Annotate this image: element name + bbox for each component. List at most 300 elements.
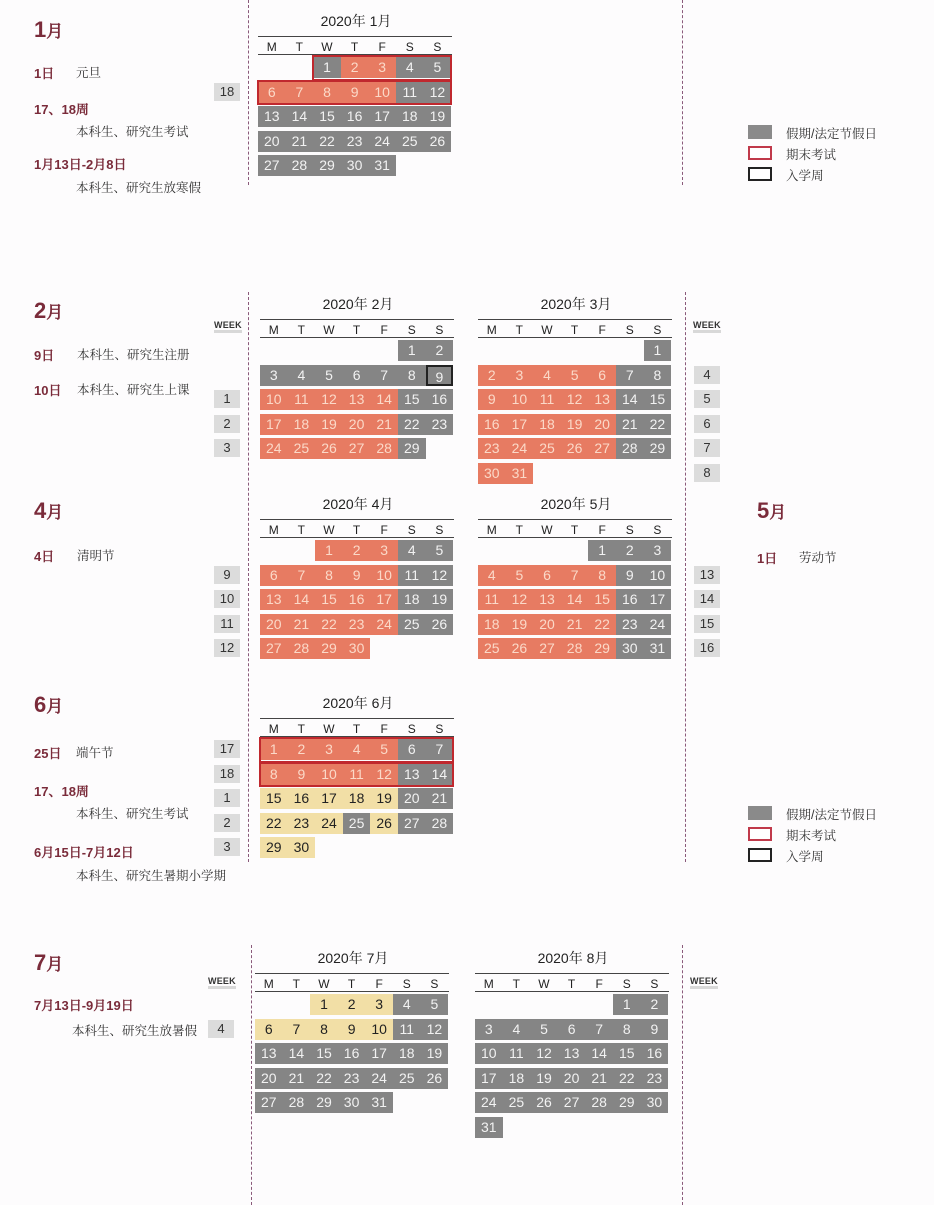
weekday-header: T <box>295 40 304 54</box>
weekday-header: S <box>435 523 444 537</box>
week-number-badge: 16 <box>694 639 720 657</box>
event-date: 9日 <box>34 348 55 363</box>
day-cell: 8 <box>310 1019 338 1040</box>
exam-week-outline <box>259 762 454 788</box>
day-cell: 23 <box>343 614 371 635</box>
event-date: 1月13日-2月8日 <box>34 157 127 172</box>
day-cell: 29 <box>260 837 288 858</box>
day-cell: 31 <box>368 155 396 176</box>
day-cell: 17 <box>644 589 672 610</box>
day-cell: 4 <box>288 365 316 386</box>
event-date: 17、18周 <box>34 784 89 799</box>
weekday-header: S <box>407 523 416 537</box>
day-cell: 24 <box>644 614 672 635</box>
event-text: 本科生、研究生考试 <box>76 807 189 821</box>
calendar-title: 2020年 6月 <box>322 695 394 711</box>
day-cell: 24 <box>506 438 534 459</box>
day-cell: 22 <box>315 614 343 635</box>
day-cell: 18 <box>398 589 426 610</box>
day-cell: 5 <box>421 994 449 1015</box>
day-cell: 1 <box>260 739 288 760</box>
day-cell: 19 <box>424 106 452 127</box>
day-cell: 1 <box>310 994 338 1015</box>
day-cell: 20 <box>258 131 286 152</box>
event-text: 本科生、研究生放暑假 <box>72 1024 198 1038</box>
day-cell: 3 <box>315 739 343 760</box>
weekday-header: F <box>598 323 606 337</box>
weekday-header: M <box>266 40 277 54</box>
weekday-header: T <box>567 977 576 991</box>
day-cell: 5 <box>426 540 454 561</box>
day-cell: 31 <box>644 638 672 659</box>
day-cell: 9 <box>341 82 369 103</box>
month-title-feb <box>34 298 63 324</box>
day-cell: 20 <box>343 414 371 435</box>
day-cell: 12 <box>370 764 398 785</box>
divider <box>248 0 249 185</box>
weekday-header: F <box>598 523 606 537</box>
header-rule <box>260 337 454 338</box>
day-cell: 18 <box>478 614 506 635</box>
day-cell: 8 <box>644 365 672 386</box>
day-cell: 19 <box>315 414 343 435</box>
day-cell: 15 <box>315 589 343 610</box>
day-cell: 24 <box>315 813 343 834</box>
weekday-header: T <box>570 523 579 537</box>
day-cell: 12 <box>561 389 589 410</box>
event-text: 端午节 <box>76 746 114 760</box>
day-cell: 8 <box>588 565 616 586</box>
day-cell: 9 <box>343 565 371 586</box>
weekday-header: S <box>430 977 439 991</box>
month-title-jan <box>34 17 63 43</box>
month-number: 2 <box>34 298 47 323</box>
weekday-header: F <box>378 40 386 54</box>
day-cell: 12 <box>421 1019 449 1040</box>
day-cell: 8 <box>313 82 341 103</box>
day-cell: 14 <box>585 1043 613 1064</box>
exam-week-outline <box>257 80 452 106</box>
day-cell: 22 <box>260 813 288 834</box>
day-cell: 11 <box>288 389 316 410</box>
day-cell: 14 <box>283 1043 311 1064</box>
weekday-header: W <box>323 323 335 337</box>
day-cell: 11 <box>503 1043 531 1064</box>
day-cell: 16 <box>343 589 371 610</box>
day-cell: 30 <box>343 638 371 659</box>
day-cell: 30 <box>341 155 369 176</box>
day-cell: 16 <box>616 589 644 610</box>
day-cell: 3 <box>370 540 398 561</box>
week-number-badge: 3 <box>214 439 240 457</box>
day-cell: 21 <box>426 788 454 809</box>
day-cell: 2 <box>426 340 454 361</box>
day-cell: 7 <box>370 365 398 386</box>
month-title-may <box>757 498 786 524</box>
header-rule <box>258 36 452 37</box>
weekday-header: S <box>405 40 414 54</box>
day-cell: 30 <box>338 1092 366 1113</box>
day-cell: 9 <box>338 1019 366 1040</box>
day-cell: 2 <box>478 365 506 386</box>
week-number-badge: 4 <box>694 366 720 384</box>
header-rule <box>478 519 672 520</box>
weekday-header: S <box>625 323 634 337</box>
day-cell: 24 <box>368 131 396 152</box>
day-cell: 14 <box>286 106 314 127</box>
month-title-apr <box>34 498 63 524</box>
day-cell: 29 <box>313 155 341 176</box>
day-cell: 19 <box>370 788 398 809</box>
legend-label: 入学周 <box>786 169 824 183</box>
weekday-header: W <box>321 40 333 54</box>
day-cell: 25 <box>503 1092 531 1113</box>
day-cell: 3 <box>365 994 393 1015</box>
day-cell: 14 <box>561 589 589 610</box>
header-rule <box>478 337 672 338</box>
day-cell: 27 <box>343 438 371 459</box>
event-date: 1日 <box>34 66 55 81</box>
day-cell: 7 <box>426 739 454 760</box>
black-outline-swatch-icon <box>748 167 772 181</box>
day-cell: 6 <box>588 365 616 386</box>
day-cell: 22 <box>310 1068 338 1089</box>
day-cell: 10 <box>370 565 398 586</box>
day-cell: 26 <box>506 638 534 659</box>
day-cell: 21 <box>616 414 644 435</box>
event-text: 本科生、研究生暑期小学期 <box>76 869 227 883</box>
day-cell: 6 <box>255 1019 283 1040</box>
weekday-header: W <box>318 977 330 991</box>
day-cell: 2 <box>288 739 316 760</box>
day-cell: 10 <box>368 82 396 103</box>
week-column-label: WEEK <box>208 976 236 989</box>
header-rule <box>260 718 454 719</box>
day-cell: 16 <box>641 1043 669 1064</box>
day-cell: 15 <box>644 389 672 410</box>
day-cell: 5 <box>530 1019 558 1040</box>
day-cell: 1 <box>588 540 616 561</box>
day-cell: 8 <box>315 565 343 586</box>
event-text: 本科生、研究生放寒假 <box>76 181 202 195</box>
weekday-header: W <box>541 523 553 537</box>
day-cell: 11 <box>343 764 371 785</box>
day-cell: 13 <box>533 589 561 610</box>
day-cell: 26 <box>426 614 454 635</box>
day-cell: 21 <box>370 414 398 435</box>
divider <box>682 0 683 185</box>
day-cell: 21 <box>561 614 589 635</box>
week-number-badge: 11 <box>214 615 240 633</box>
day-cell: 24 <box>370 614 398 635</box>
day-cell: 17 <box>260 414 288 435</box>
day-cell: 4 <box>503 1019 531 1040</box>
week-number-badge: 7 <box>694 439 720 457</box>
day-cell: 27 <box>260 638 288 659</box>
event-text: 清明节 <box>77 549 115 563</box>
day-cell: 5 <box>561 365 589 386</box>
weekday-header: W <box>323 523 335 537</box>
day-cell: 23 <box>641 1068 669 1089</box>
day-cell: 20 <box>533 614 561 635</box>
day-cell: 27 <box>558 1092 586 1113</box>
day-cell: 24 <box>365 1068 393 1089</box>
day-cell: 29 <box>398 438 426 459</box>
day-cell: 17 <box>365 1043 393 1064</box>
day-cell: 12 <box>426 565 454 586</box>
exam-week-outline <box>259 737 454 763</box>
day-cell: 4 <box>533 365 561 386</box>
day-cell: 5 <box>506 565 534 586</box>
week-number-badge: 17 <box>214 740 240 758</box>
month-suffix: 月 <box>46 22 64 41</box>
day-cell: 6 <box>260 565 288 586</box>
day-cell: 18 <box>393 1043 421 1064</box>
weekday-header: T <box>515 323 524 337</box>
week-number-badge: 18 <box>214 765 240 783</box>
day-cell: 1 <box>398 340 426 361</box>
day-cell: 28 <box>585 1092 613 1113</box>
day-cell: 11 <box>393 1019 421 1040</box>
day-cell: 18 <box>288 414 316 435</box>
weekday-header: T <box>297 722 306 736</box>
day-cell: 2 <box>341 57 369 78</box>
day-cell: 7 <box>616 365 644 386</box>
week-number-badge: 6 <box>694 415 720 433</box>
month-number: 1 <box>34 17 47 42</box>
weekday-header: W <box>538 977 550 991</box>
header-rule <box>475 991 669 992</box>
day-cell: 14 <box>616 389 644 410</box>
day-cell: 25 <box>288 438 316 459</box>
day-cell: 29 <box>310 1092 338 1113</box>
day-cell: 8 <box>398 365 426 386</box>
day-cell: 26 <box>421 1068 449 1089</box>
day-cell: 15 <box>398 389 426 410</box>
day-cell: 20 <box>558 1068 586 1089</box>
day-cell: 16 <box>338 1043 366 1064</box>
legend-label: 期末考试 <box>786 829 837 843</box>
day-cell: 31 <box>506 463 534 484</box>
day-cell: 7 <box>288 565 316 586</box>
day-cell: 7 <box>283 1019 311 1040</box>
day-cell: 26 <box>315 438 343 459</box>
day-cell: 29 <box>613 1092 641 1113</box>
month-title-jun <box>34 692 63 718</box>
weekday-header: S <box>435 323 444 337</box>
day-cell: 29 <box>315 638 343 659</box>
day-cell: 25 <box>393 1068 421 1089</box>
week-number-badge: 14 <box>694 590 720 608</box>
day-cell: 11 <box>478 589 506 610</box>
day-cell: 13 <box>558 1043 586 1064</box>
weekday-header: S <box>407 323 416 337</box>
day-cell: 15 <box>260 788 288 809</box>
day-cell: 26 <box>561 438 589 459</box>
day-cell: 23 <box>478 438 506 459</box>
day-cell: 22 <box>644 414 672 435</box>
day-cell: 25 <box>533 438 561 459</box>
weekday-header: S <box>433 40 442 54</box>
day-cell: 19 <box>506 614 534 635</box>
month-number: 5 <box>757 498 770 523</box>
day-cell: 5 <box>424 57 452 78</box>
red-outline-swatch-icon <box>748 146 772 160</box>
day-cell: 30 <box>641 1092 669 1113</box>
day-cell: 6 <box>398 739 426 760</box>
day-cell: 7 <box>286 82 314 103</box>
day-cell: 30 <box>478 463 506 484</box>
weekday-header: F <box>380 323 388 337</box>
day-cell: 22 <box>313 131 341 152</box>
weekday-header: S <box>653 323 662 337</box>
week-number-badge: 8 <box>694 464 720 482</box>
weekday-header: F <box>595 977 603 991</box>
day-cell: 7 <box>561 565 589 586</box>
week-number-badge: 18 <box>214 83 240 101</box>
month-suffix: 月 <box>46 303 64 322</box>
event-date: 1日 <box>757 551 778 566</box>
day-cell: 9 <box>288 764 316 785</box>
day-cell: 28 <box>426 813 454 834</box>
weekday-header: S <box>622 977 631 991</box>
month-number: 6 <box>34 692 47 717</box>
day-cell: 30 <box>616 638 644 659</box>
day-cell: 19 <box>421 1043 449 1064</box>
day-cell: 12 <box>315 389 343 410</box>
day-cell: 17 <box>368 106 396 127</box>
weekday-header: M <box>268 323 279 337</box>
week-number-badge: 1 <box>214 789 240 807</box>
day-cell: 10 <box>475 1043 503 1064</box>
day-cell: 12 <box>424 82 452 103</box>
day-cell: 13 <box>588 389 616 410</box>
day-cell: 12 <box>530 1043 558 1064</box>
day-cell: 25 <box>398 614 426 635</box>
weekday-header: S <box>653 523 662 537</box>
weekday-header: T <box>352 722 361 736</box>
weekday-header: W <box>541 323 553 337</box>
day-cell: 28 <box>370 438 398 459</box>
day-cell: 9 <box>478 389 506 410</box>
black-outline-swatch-icon <box>748 848 772 862</box>
day-cell: 17 <box>506 414 534 435</box>
day-cell: 8 <box>260 764 288 785</box>
day-cell: 2 <box>343 540 371 561</box>
weekday-header: S <box>435 722 444 736</box>
weekday-header: M <box>268 523 279 537</box>
day-cell: 14 <box>370 389 398 410</box>
day-cell: 28 <box>616 438 644 459</box>
day-cell: 25 <box>478 638 506 659</box>
day-cell: 26 <box>424 131 452 152</box>
day-cell: 27 <box>398 813 426 834</box>
header-rule <box>255 973 449 974</box>
day-cell: 4 <box>398 540 426 561</box>
calendar-title: 2020年 1月 <box>320 13 392 29</box>
weekday-header: S <box>625 523 634 537</box>
day-cell: 18 <box>343 788 371 809</box>
day-cell: 2 <box>641 994 669 1015</box>
day-cell: 29 <box>644 438 672 459</box>
event-text: 本科生、研究生上课 <box>77 383 190 397</box>
header-rule <box>478 537 672 538</box>
weekday-header: F <box>375 977 383 991</box>
calendar-title: 2020年 4月 <box>322 496 394 512</box>
day-cell: 27 <box>588 438 616 459</box>
day-cell: 31 <box>365 1092 393 1113</box>
day-cell: 26 <box>370 813 398 834</box>
day-cell: 13 <box>258 106 286 127</box>
weekday-header: T <box>297 323 306 337</box>
day-cell: 8 <box>613 1019 641 1040</box>
day-cell: 12 <box>506 589 534 610</box>
week-number-badge: 3 <box>214 838 240 856</box>
day-cell: 24 <box>260 438 288 459</box>
week-number-badge: 2 <box>214 814 240 832</box>
event-date: 25日 <box>34 746 62 761</box>
weekday-header: M <box>263 977 274 991</box>
weekday-header: T <box>352 523 361 537</box>
event-text: 元旦 <box>76 66 102 80</box>
day-cell: 22 <box>613 1068 641 1089</box>
day-cell: 23 <box>341 131 369 152</box>
day-cell: 6 <box>343 365 371 386</box>
day-cell: 3 <box>506 365 534 386</box>
day-cell: 10 <box>260 389 288 410</box>
week-number-badge: 5 <box>694 390 720 408</box>
day-cell: 16 <box>288 788 316 809</box>
day-cell: 27 <box>255 1092 283 1113</box>
calendar-title: 2020年 3月 <box>540 296 612 312</box>
day-cell: 28 <box>288 638 316 659</box>
day-cell: 14 <box>426 764 454 785</box>
day-cell: 22 <box>588 614 616 635</box>
day-cell: 10 <box>506 389 534 410</box>
day-cell: 30 <box>288 837 316 858</box>
day-cell: 20 <box>255 1068 283 1089</box>
weekday-header: T <box>297 523 306 537</box>
day-cell: 6 <box>533 565 561 586</box>
divider <box>685 292 686 862</box>
day-cell: 3 <box>644 540 672 561</box>
day-cell: 18 <box>503 1068 531 1089</box>
weekday-header: M <box>486 523 497 537</box>
weekday-header: T <box>350 40 359 54</box>
day-cell: 22 <box>398 414 426 435</box>
divider <box>251 945 252 1205</box>
day-cell: 23 <box>426 414 454 435</box>
event-date: 10日 <box>34 383 62 398</box>
day-cell: 28 <box>286 155 314 176</box>
day-cell: 20 <box>588 414 616 435</box>
day-cell: 13 <box>398 764 426 785</box>
event-date: 4日 <box>34 549 55 564</box>
header-rule <box>260 319 454 320</box>
day-cell: 25 <box>396 131 424 152</box>
day-cell: 16 <box>478 414 506 435</box>
day-cell: 21 <box>286 131 314 152</box>
legend-label: 入学周 <box>786 850 824 864</box>
day-cell: 15 <box>310 1043 338 1064</box>
day-cell: 21 <box>288 614 316 635</box>
day-cell: 23 <box>616 614 644 635</box>
weekday-header: T <box>515 523 524 537</box>
day-cell: 27 <box>258 155 286 176</box>
weekday-header: S <box>650 977 659 991</box>
gray-swatch-icon <box>748 806 772 820</box>
day-cell: 4 <box>343 739 371 760</box>
